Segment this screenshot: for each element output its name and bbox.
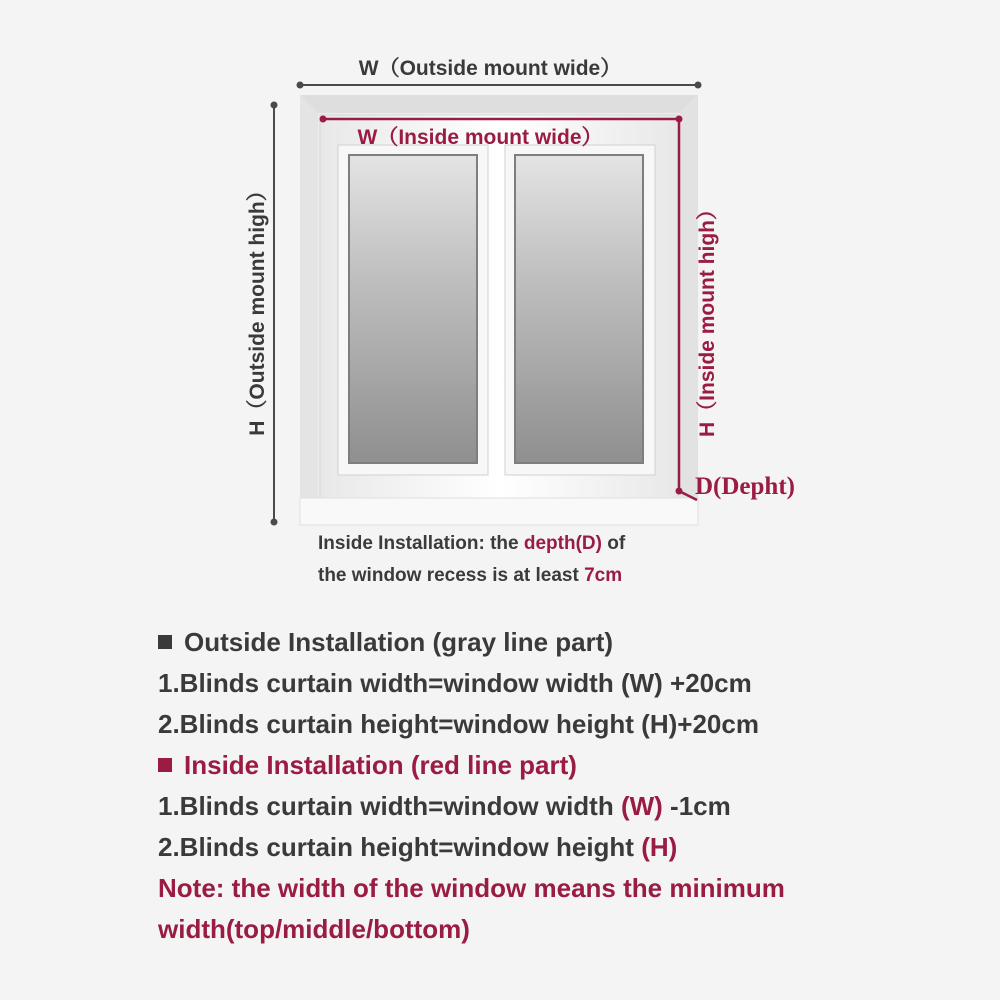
outside-heading-text: Outside Installation (gray line part) xyxy=(184,627,614,657)
caption-7cm-highlight: 7cm xyxy=(584,565,623,586)
inside-heading xyxy=(158,745,978,786)
outside-width-label: W（Outside mount wide） xyxy=(358,57,622,80)
inside-item-1 xyxy=(158,786,978,827)
depth-end xyxy=(676,488,683,495)
inside-item-text: -1cm xyxy=(662,791,731,821)
inside-item-highlight: (H) xyxy=(641,832,678,862)
inside-item-2 xyxy=(158,827,978,868)
note-line-2: width(top/middle/bottom) xyxy=(158,914,470,944)
caption-line-1 xyxy=(318,528,625,560)
outside-heading xyxy=(158,622,978,663)
outside-height-label: H（Outside mount high） xyxy=(246,180,269,436)
recess-top-bevel xyxy=(300,95,698,113)
inside-item-text: 2.Blinds curtain height=window height xyxy=(158,832,642,862)
caption-text: of xyxy=(601,533,626,554)
depth-label: D(Depht) xyxy=(695,473,795,500)
inside-height-label: H（Inside mount high） xyxy=(696,199,719,437)
installation-instructions xyxy=(158,622,978,950)
window-sill xyxy=(300,498,698,525)
glass-pane-left xyxy=(349,155,477,463)
inside-depth-caption xyxy=(318,528,625,592)
outside-width-end-left xyxy=(297,82,304,89)
red-square-bullet-icon xyxy=(158,758,172,772)
caption-line-2 xyxy=(318,560,625,592)
recess-left-bevel xyxy=(300,95,318,525)
caption-text: Inside Installation: the xyxy=(318,533,524,554)
note-line-1: Note: the width of the window means the minimum xyxy=(158,873,785,903)
outside-height-end-bottom xyxy=(271,519,278,526)
inside-height-end-top xyxy=(676,116,683,123)
inside-item-text: 1.Blinds curtain width=window width xyxy=(158,791,621,821)
inside-width-label: W（Inside mount wide） xyxy=(357,126,603,149)
inside-heading-text: Inside Installation (red line part) xyxy=(184,750,577,780)
outside-item-2: 2.Blinds curtain height=window height (H)+20cm xyxy=(158,709,759,739)
inside-width-end-left xyxy=(320,116,327,123)
outside-height-end-top xyxy=(271,102,278,109)
inside-item-highlight: (W) xyxy=(620,791,663,821)
gray-square-bullet-icon xyxy=(158,635,172,649)
glass-pane-right xyxy=(515,155,643,463)
caption-depth-highlight: depth(D) xyxy=(523,533,602,554)
outside-width-end-right xyxy=(695,82,702,89)
outside-item-1: 1.Blinds curtain width=window width (W) +20cm xyxy=(158,668,752,698)
caption-text: the window recess is at least xyxy=(318,565,585,586)
